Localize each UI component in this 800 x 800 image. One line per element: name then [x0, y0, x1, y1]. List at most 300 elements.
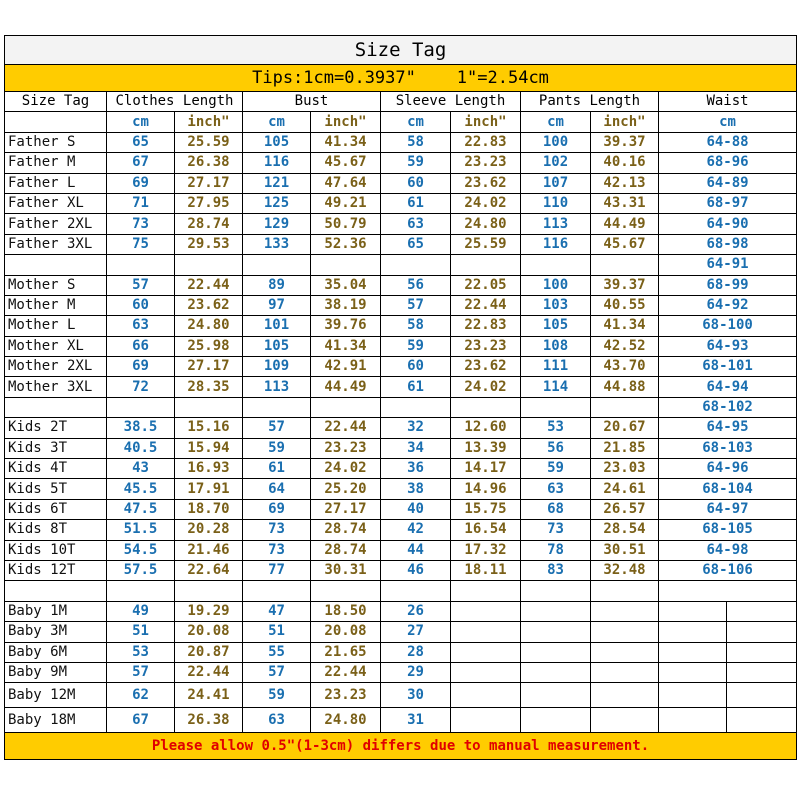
clothes-length-cm: 62 [107, 683, 175, 708]
bust-cm: 63 [243, 708, 311, 733]
sleeve-length-inch: 23.62 [451, 357, 521, 377]
pants-length-inch: 44.49 [591, 214, 659, 234]
pants-length-inch: 26.57 [591, 499, 659, 519]
sleeve-length-inch: 22.83 [451, 132, 521, 152]
header-bust: Bust [243, 92, 381, 112]
sleeve-length-inch [451, 255, 521, 275]
waist-empty-left [659, 601, 727, 621]
clothes-length-inch: 26.38 [175, 708, 243, 733]
clothes-length-inch: 28.74 [175, 214, 243, 234]
sleeve-length-cm: 38 [381, 479, 451, 499]
clothes-length-inch: 18.70 [175, 499, 243, 519]
bust-cm: 129 [243, 214, 311, 234]
waist-cm: 64-98 [659, 540, 797, 560]
size-cell: Kids 4T [5, 459, 107, 479]
pants-length-inch: 32.48 [591, 560, 659, 580]
sleeve-length-inch: 24.02 [451, 377, 521, 397]
pants-length-inch [591, 397, 659, 417]
pants-length-cm [521, 662, 591, 682]
waist-cm: 68-97 [659, 193, 797, 213]
bust-cm [243, 397, 311, 417]
size-row [5, 377, 797, 397]
bust-cm: 57 [243, 662, 311, 682]
bust-cm: 51 [243, 622, 311, 642]
sleeve-length-cm: 29 [381, 662, 451, 682]
pants-length-inch: 40.16 [591, 153, 659, 173]
sleeve-length-inch [451, 622, 521, 642]
waist-cm [659, 581, 797, 601]
size-cell: Kids 3T [5, 438, 107, 458]
measurement-note: Please allow 0.5"(1-3cm) differs due to manual measurement. [5, 733, 797, 760]
waist-cm: 64-94 [659, 377, 797, 397]
pants-length-inch: 42.13 [591, 173, 659, 193]
bust-cm: 105 [243, 336, 311, 356]
sleeve-length-cm: 59 [381, 336, 451, 356]
clothes-length-cm [107, 581, 175, 601]
unit-clothes-cm: cm [107, 112, 175, 132]
bust-inch: 24.80 [311, 708, 381, 733]
header-sleeve-length: Sleeve Length [381, 92, 521, 112]
bust-inch: 42.91 [311, 357, 381, 377]
waist-empty-right [727, 662, 797, 682]
clothes-length-inch: 17.91 [175, 479, 243, 499]
unit-pants-cm: cm [521, 112, 591, 132]
pants-length-cm [521, 683, 591, 708]
unit-clothes-inch: inch" [175, 112, 243, 132]
pants-length-inch: 24.61 [591, 479, 659, 499]
bust-inch: 27.17 [311, 499, 381, 519]
size-row [5, 642, 797, 662]
bust-inch: 49.21 [311, 193, 381, 213]
bust-inch: 18.50 [311, 601, 381, 621]
waist-empty-right [727, 708, 797, 733]
bust-inch: 22.44 [311, 418, 381, 438]
waist-cm: 68-99 [659, 275, 797, 295]
size-cell: Baby 6M [5, 642, 107, 662]
sleeve-length-inch [451, 397, 521, 417]
size-row [5, 581, 797, 601]
sleeve-length-inch: 23.23 [451, 153, 521, 173]
bust-cm: 59 [243, 438, 311, 458]
clothes-length-inch: 25.59 [175, 132, 243, 152]
sleeve-length-inch: 22.05 [451, 275, 521, 295]
clothes-length-inch: 29.53 [175, 234, 243, 254]
waist-empty-right [727, 683, 797, 708]
bust-inch: 28.74 [311, 540, 381, 560]
pants-length-cm: 114 [521, 377, 591, 397]
pants-length-inch [591, 662, 659, 682]
pants-length-inch [591, 601, 659, 621]
clothes-length-cm [107, 255, 175, 275]
pants-length-inch: 30.51 [591, 540, 659, 560]
sleeve-length-cm: 61 [381, 377, 451, 397]
clothes-length-cm: 67 [107, 153, 175, 173]
size-cell: Mother L [5, 316, 107, 336]
waist-empty-right [727, 601, 797, 621]
sleeve-length-inch: 24.80 [451, 214, 521, 234]
unit-pants-inch: inch" [591, 112, 659, 132]
bust-inch: 35.04 [311, 275, 381, 295]
size-cell: Kids 8T [5, 520, 107, 540]
unit-sleeve-cm: cm [381, 112, 451, 132]
unit-bust-inch: inch" [311, 112, 381, 132]
clothes-length-cm: 54.5 [107, 540, 175, 560]
clothes-length-cm: 51.5 [107, 520, 175, 540]
pants-length-cm: 83 [521, 560, 591, 580]
bust-inch: 20.08 [311, 622, 381, 642]
clothes-length-cm: 71 [107, 193, 175, 213]
pants-length-cm: 103 [521, 295, 591, 315]
clothes-length-cm: 65 [107, 132, 175, 152]
bust-inch: 52.36 [311, 234, 381, 254]
clothes-length-cm: 51 [107, 622, 175, 642]
pants-length-inch: 28.54 [591, 520, 659, 540]
clothes-length-inch: 27.95 [175, 193, 243, 213]
bust-cm: 109 [243, 357, 311, 377]
pants-length-inch: 43.70 [591, 357, 659, 377]
pants-length-inch: 39.37 [591, 132, 659, 152]
sleeve-length-cm: 58 [381, 132, 451, 152]
size-cell: Kids 10T [5, 540, 107, 560]
sleeve-length-inch [451, 642, 521, 662]
pants-length-cm [521, 581, 591, 601]
pants-length-cm: 111 [521, 357, 591, 377]
waist-empty-left [659, 662, 727, 682]
unit-bust-cm: cm [243, 112, 311, 132]
sleeve-length-inch: 18.11 [451, 560, 521, 580]
size-cell: Mother 3XL [5, 377, 107, 397]
size-row [5, 601, 797, 621]
bust-inch: 47.64 [311, 173, 381, 193]
size-row [5, 418, 797, 438]
bust-cm [243, 581, 311, 601]
sleeve-length-cm: 56 [381, 275, 451, 295]
sleeve-length-cm: 63 [381, 214, 451, 234]
bust-inch: 30.31 [311, 560, 381, 580]
clothes-length-inch: 20.08 [175, 622, 243, 642]
bust-cm: 113 [243, 377, 311, 397]
sleeve-length-inch: 25.59 [451, 234, 521, 254]
bust-inch: 45.67 [311, 153, 381, 173]
bust-inch: 44.49 [311, 377, 381, 397]
bust-cm [243, 255, 311, 275]
size-row [5, 316, 797, 336]
bust-inch [311, 581, 381, 601]
size-cell: Father 3XL [5, 234, 107, 254]
clothes-length-cm: 60 [107, 295, 175, 315]
waist-cm: 68-103 [659, 438, 797, 458]
pants-length-cm: 105 [521, 316, 591, 336]
bust-cm: 101 [243, 316, 311, 336]
waist-cm: 64-97 [659, 499, 797, 519]
size-cell: Kids 6T [5, 499, 107, 519]
clothes-length-cm: 43 [107, 459, 175, 479]
bust-inch: 23.23 [311, 438, 381, 458]
waist-empty-left [659, 708, 727, 733]
waist-empty-left [659, 622, 727, 642]
waist-cm: 64-92 [659, 295, 797, 315]
clothes-length-inch [175, 397, 243, 417]
clothes-length-inch: 24.80 [175, 316, 243, 336]
size-cell: Baby 18M [5, 708, 107, 733]
sleeve-length-cm: 44 [381, 540, 451, 560]
sleeve-length-cm: 61 [381, 193, 451, 213]
clothes-length-inch [175, 581, 243, 601]
size-cell: Baby 12M [5, 683, 107, 708]
pants-length-cm: 102 [521, 153, 591, 173]
sleeve-length-cm: 36 [381, 459, 451, 479]
sleeve-length-inch: 17.32 [451, 540, 521, 560]
waist-cm: 68-96 [659, 153, 797, 173]
bust-cm: 133 [243, 234, 311, 254]
waist-cm: 68-101 [659, 357, 797, 377]
size-cell: Mother S [5, 275, 107, 295]
sleeve-length-inch: 12.60 [451, 418, 521, 438]
sleeve-length-inch: 14.17 [451, 459, 521, 479]
sleeve-length-inch: 23.62 [451, 173, 521, 193]
size-row [5, 397, 797, 417]
waist-cm: 68-106 [659, 560, 797, 580]
bust-cm: 125 [243, 193, 311, 213]
sleeve-length-cm: 26 [381, 601, 451, 621]
size-cell: Father XL [5, 193, 107, 213]
sleeve-length-cm: 59 [381, 153, 451, 173]
size-chart-table [4, 35, 797, 760]
chart-title: Size Tag [5, 36, 797, 65]
clothes-length-cm: 53 [107, 642, 175, 662]
size-cell [5, 397, 107, 417]
pants-length-cm: 110 [521, 193, 591, 213]
clothes-length-inch: 16.93 [175, 459, 243, 479]
bust-cm: 105 [243, 132, 311, 152]
size-row [5, 295, 797, 315]
clothes-length-cm: 57 [107, 275, 175, 295]
sleeve-length-cm [381, 255, 451, 275]
size-row [5, 683, 797, 708]
sleeve-length-inch: 23.23 [451, 336, 521, 356]
size-row [5, 479, 797, 499]
pants-length-cm: 100 [521, 132, 591, 152]
pants-length-cm: 56 [521, 438, 591, 458]
pants-length-inch [591, 683, 659, 708]
waist-cm: 64-88 [659, 132, 797, 152]
clothes-length-cm: 45.5 [107, 479, 175, 499]
pants-length-inch: 45.67 [591, 234, 659, 254]
clothes-length-inch: 21.46 [175, 540, 243, 560]
clothes-length-cm [107, 397, 175, 417]
clothes-length-cm: 66 [107, 336, 175, 356]
pants-length-cm [521, 622, 591, 642]
size-row [5, 193, 797, 213]
sleeve-length-inch: 13.39 [451, 438, 521, 458]
size-row [5, 336, 797, 356]
clothes-length-inch: 15.16 [175, 418, 243, 438]
clothes-length-inch: 22.64 [175, 560, 243, 580]
clothes-length-inch: 25.98 [175, 336, 243, 356]
bust-inch: 41.34 [311, 336, 381, 356]
waist-cm: 68-104 [659, 479, 797, 499]
size-row [5, 540, 797, 560]
size-cell: Mother M [5, 295, 107, 315]
size-cell: Father M [5, 153, 107, 173]
clothes-length-inch: 24.41 [175, 683, 243, 708]
size-cell: Mother XL [5, 336, 107, 356]
conversion-tips: Tips:1cm=0.3937" 1"=2.54cm [5, 65, 797, 92]
pants-length-cm: 113 [521, 214, 591, 234]
waist-cm: 68-102 [659, 397, 797, 417]
sleeve-length-cm: 34 [381, 438, 451, 458]
bust-inch: 39.76 [311, 316, 381, 336]
pants-length-cm: 53 [521, 418, 591, 438]
size-cell [5, 581, 107, 601]
pants-length-inch: 39.37 [591, 275, 659, 295]
bust-inch: 25.20 [311, 479, 381, 499]
bust-inch: 38.19 [311, 295, 381, 315]
sleeve-length-inch [451, 708, 521, 733]
header-size-tag: Size Tag [5, 92, 107, 112]
pants-length-cm: 78 [521, 540, 591, 560]
clothes-length-cm: 73 [107, 214, 175, 234]
sleeve-length-inch: 15.75 [451, 499, 521, 519]
sleeve-length-inch [451, 662, 521, 682]
waist-cm: 64-93 [659, 336, 797, 356]
clothes-length-cm: 72 [107, 377, 175, 397]
pants-length-cm: 73 [521, 520, 591, 540]
bust-cm: 55 [243, 642, 311, 662]
size-cell: Father L [5, 173, 107, 193]
sleeve-length-cm: 28 [381, 642, 451, 662]
sleeve-length-cm: 58 [381, 316, 451, 336]
size-cell: Baby 9M [5, 662, 107, 682]
bust-inch [311, 397, 381, 417]
sleeve-length-cm: 27 [381, 622, 451, 642]
unit-blank [5, 112, 107, 132]
pants-length-cm: 68 [521, 499, 591, 519]
clothes-length-inch: 20.28 [175, 520, 243, 540]
size-cell: Father S [5, 132, 107, 152]
sleeve-length-cm: 40 [381, 499, 451, 519]
clothes-length-inch: 15.94 [175, 438, 243, 458]
pants-length-inch: 40.55 [591, 295, 659, 315]
size-row [5, 357, 797, 377]
bust-cm: 61 [243, 459, 311, 479]
pants-length-inch [591, 622, 659, 642]
waist-empty-right [727, 622, 797, 642]
unit-sleeve-inch: inch" [451, 112, 521, 132]
bust-cm: 73 [243, 520, 311, 540]
size-row [5, 132, 797, 152]
bust-cm: 57 [243, 418, 311, 438]
size-cell: Kids 2T [5, 418, 107, 438]
bust-cm: 69 [243, 499, 311, 519]
clothes-length-cm: 40.5 [107, 438, 175, 458]
pants-length-inch [591, 642, 659, 662]
pants-length-cm: 63 [521, 479, 591, 499]
size-row [5, 622, 797, 642]
pants-length-inch: 23.03 [591, 459, 659, 479]
clothes-length-inch: 23.62 [175, 295, 243, 315]
bust-cm: 121 [243, 173, 311, 193]
clothes-length-inch: 22.44 [175, 275, 243, 295]
sleeve-length-inch [451, 581, 521, 601]
clothes-length-inch: 28.35 [175, 377, 243, 397]
bust-cm: 116 [243, 153, 311, 173]
waist-cm: 68-98 [659, 234, 797, 254]
pants-length-cm [521, 642, 591, 662]
clothes-length-cm: 47.5 [107, 499, 175, 519]
pants-length-inch [591, 708, 659, 733]
clothes-length-cm: 75 [107, 234, 175, 254]
waist-cm: 64-95 [659, 418, 797, 438]
header-clothes-length: Clothes Length [107, 92, 243, 112]
sleeve-length-inch: 24.02 [451, 193, 521, 213]
pants-length-cm: 116 [521, 234, 591, 254]
waist-cm: 64-90 [659, 214, 797, 234]
pants-length-cm: 100 [521, 275, 591, 295]
clothes-length-inch: 26.38 [175, 153, 243, 173]
size-row [5, 708, 797, 733]
pants-length-cm [521, 708, 591, 733]
size-row [5, 499, 797, 519]
pants-length-cm: 108 [521, 336, 591, 356]
sleeve-length-inch: 16.54 [451, 520, 521, 540]
sleeve-length-cm: 32 [381, 418, 451, 438]
bust-cm: 64 [243, 479, 311, 499]
sleeve-length-cm: 31 [381, 708, 451, 733]
pants-length-cm: 107 [521, 173, 591, 193]
bust-inch: 28.74 [311, 520, 381, 540]
size-cell: Kids 12T [5, 560, 107, 580]
pants-length-inch: 21.85 [591, 438, 659, 458]
bust-inch: 41.34 [311, 132, 381, 152]
waist-cm: 64-91 [659, 255, 797, 275]
waist-cm: 68-100 [659, 316, 797, 336]
sleeve-length-cm [381, 397, 451, 417]
clothes-length-cm: 69 [107, 357, 175, 377]
size-row [5, 520, 797, 540]
pants-length-inch [591, 255, 659, 275]
sleeve-length-inch: 22.44 [451, 295, 521, 315]
clothes-length-cm: 49 [107, 601, 175, 621]
bust-cm: 97 [243, 295, 311, 315]
size-row [5, 560, 797, 580]
sleeve-length-cm: 65 [381, 234, 451, 254]
clothes-length-inch: 19.29 [175, 601, 243, 621]
bust-inch: 50.79 [311, 214, 381, 234]
size-cell: Baby 1M [5, 601, 107, 621]
unit-waist-cm: cm [659, 112, 797, 132]
bust-cm: 73 [243, 540, 311, 560]
clothes-length-inch: 20.87 [175, 642, 243, 662]
size-row [5, 153, 797, 173]
bust-cm: 77 [243, 560, 311, 580]
clothes-length-inch [175, 255, 243, 275]
clothes-length-cm: 63 [107, 316, 175, 336]
waist-cm: 64-89 [659, 173, 797, 193]
waist-empty-right [727, 642, 797, 662]
clothes-length-cm: 67 [107, 708, 175, 733]
sleeve-length-inch: 14.96 [451, 479, 521, 499]
bust-inch: 22.44 [311, 662, 381, 682]
bust-inch: 21.65 [311, 642, 381, 662]
clothes-length-cm: 38.5 [107, 418, 175, 438]
pants-length-inch: 41.34 [591, 316, 659, 336]
clothes-length-cm: 57.5 [107, 560, 175, 580]
pants-length-cm [521, 397, 591, 417]
size-cell: Kids 5T [5, 479, 107, 499]
sleeve-length-cm: 60 [381, 173, 451, 193]
size-row [5, 255, 797, 275]
